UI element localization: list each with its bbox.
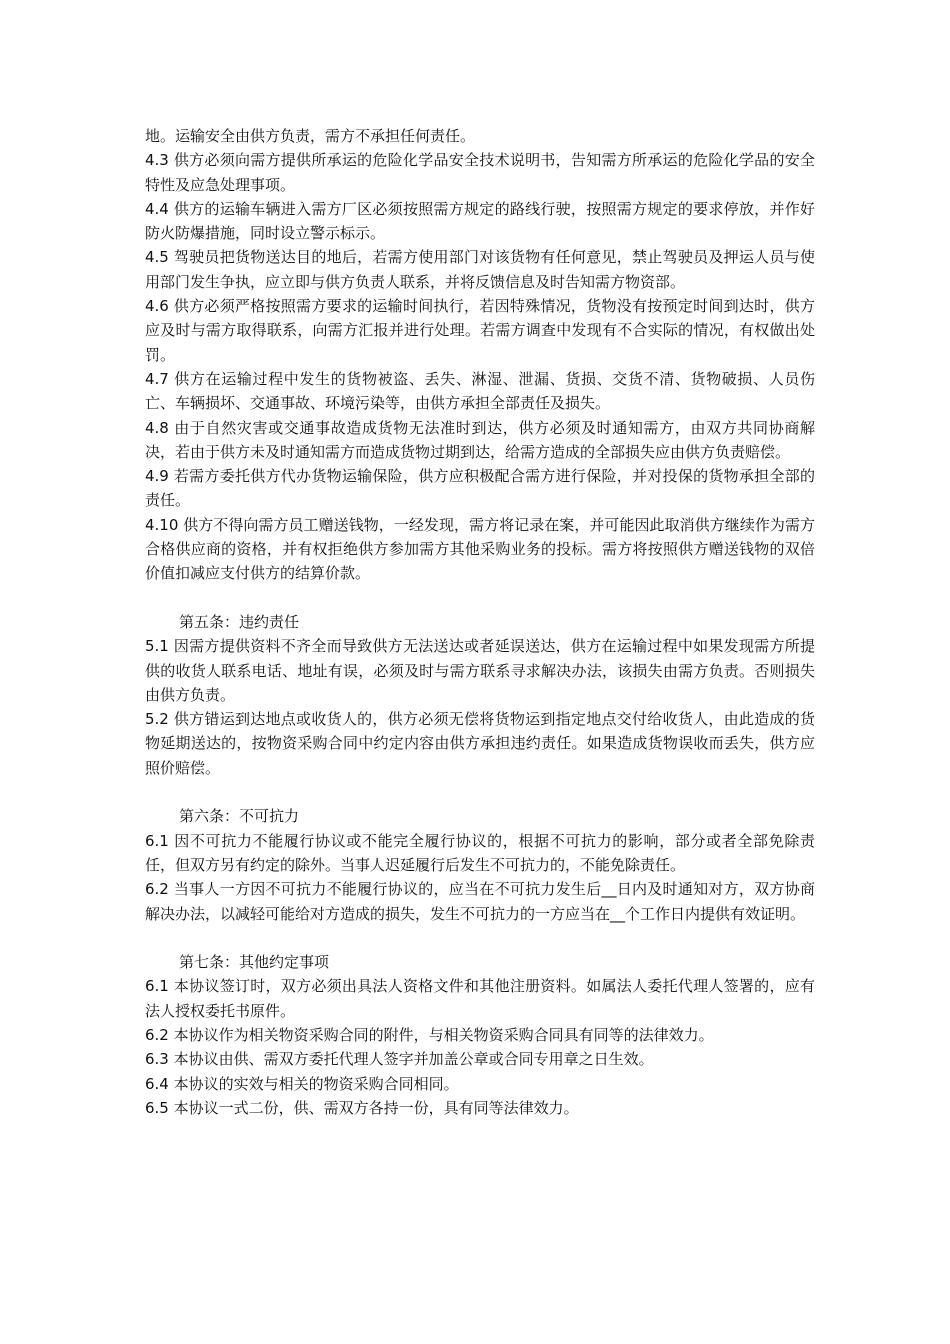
paragraph-6-1: 6.1 因不可抗力不能履行协议或不能完全履行协议的，根据不可抗力的影响，部分或者全部免除责任，但双方另有约定的除外。当事人迟延履行后发生不可抗力的，不能免除责任。 <box>145 831 815 874</box>
paragraph-6-2: 6.2 当事人一方因不可抗力不能履行协议的，应当在不可抗力发生后__日内及时通知对方，双方协商解决办法，以减轻可能给对方造成的损失，发生不可抗力的一方应当在__个工作日内提供有效证明。 <box>145 880 815 923</box>
document-body <box>145 124 815 1120</box>
paragraph-4-10: 4.10 供方不得向需方员工赠送钱物，一经发现，需方将记录在案，并可能因此取消供方继续作为需方合格供应商的资格，并有权拒绝供方参加需方其他采购业务的投标。需方将按照供方赠送钱物的双倍价值扣减应支付供方的结算价款。 <box>145 515 815 583</box>
section-spacer <box>145 586 815 610</box>
paragraph-7-2: 6.2 本协议作为相关物资采购合同的附件，与相关物资采购合同具有同等的法律效力。 <box>145 1025 714 1044</box>
paragraph-4-5: 4.5 驾驶员把货物送达目的地后，若需方使用部门对该货物有任何意见，禁止驾驶员及押运人员与使用部门发生争执，应立即与供方负责人联系，并将反馈信息及时告知需方物资部。 <box>145 248 815 291</box>
paragraph-7-5: 6.5 本协议一式二份，供、需双方各持一份，具有同等法律效力。 <box>145 1098 579 1117</box>
paragraph-7-4: 6.4 本协议的实效与相关的物资采购合同相同。 <box>145 1074 459 1093</box>
section-spacer <box>145 926 815 950</box>
section-spacer <box>145 780 815 804</box>
paragraph-7-3: 6.3 本协议由供、需双方委托代理人签字并加盖公章或合同专用章之日生效。 <box>145 1050 654 1069</box>
paragraph-4-3: 4.3 供方必须向需方提供所承运的危险化学品安全技术说明书，告知需方所承运的危险化学品的安全特性及应急处理事项。 <box>145 151 815 194</box>
paragraph-section4-continuation: 地。运输安全由供方负责，需方不承担任何责任。 <box>145 127 476 145</box>
paragraph-4-4: 4.4 供方的运输车辆进入需方厂区必须按照需方规定的路线行驶，按照需方规定的要求停放，并作好防火防爆措施，同时设立警示标示。 <box>145 199 815 243</box>
paragraph-5-2: 5.2 供方错运到达地点或收货人的，供方必须无偿将货物运到指定地点交付给收货人，由此造成的货物延期送达的，按物资采购合同中约定内容由供方承担违约责任。如果造成货物误收而丢失，供方应照价赔偿。 <box>145 710 815 777</box>
paragraph-5-1: 5.1 因需方提供资料不齐全而导致供方无法送达或者延误送达，供方在运输过程中如果发现需方所提供的收货人联系电话、地址有误，必须及时与需方联系寻求解决办法，该损失由需方负责。否则损失由供方负责。 <box>145 637 815 704</box>
paragraph-4-6: 4.6 供方必须严格按照需方要求的运输时间执行，若因特殊情况，货物没有按预定时间到达时，供方应及时与需方取得联系，向需方汇报并进行处理。若需方调查中发现有不合实际的情况，有权做出处罚。 <box>145 297 815 364</box>
paragraph-4-9: 4.9 若需方委托供方代办货物运输保险，供方应积极配合需方进行保险，并对投保的货物承担全部的责任。 <box>145 467 815 510</box>
paragraph-7-1: 6.1 本协议签订时，双方必须出具法人资格文件和其他注册资料。如属法人委托代理人签署的，应有法人授权委托书原件。 <box>145 977 815 1020</box>
section6-heading: 第六条：不可抗力 <box>179 807 300 826</box>
section5-heading: 第五条：违约责任 <box>179 612 300 631</box>
paragraph-4-7: 4.7 供方在运输过程中发生的货物被盗、丢失、淋湿、泄漏、货损、交货不清、货物破损、人员伤亡、车辆损坏、交通事故、环境污染等，由供方承担全部责任及损失。 <box>145 369 815 413</box>
section7-heading: 第七条：其他约定事项 <box>179 953 330 972</box>
paragraph-4-8: 4.8 由于自然灾害或交通事故造成货物无法准时到达，供方必须及时通知需方，由双方共同协商解决，若由于供方未及时通知需方而造成货物过期到达，给需方造成的全部损失应由供方负责赔偿。 <box>145 418 815 461</box>
